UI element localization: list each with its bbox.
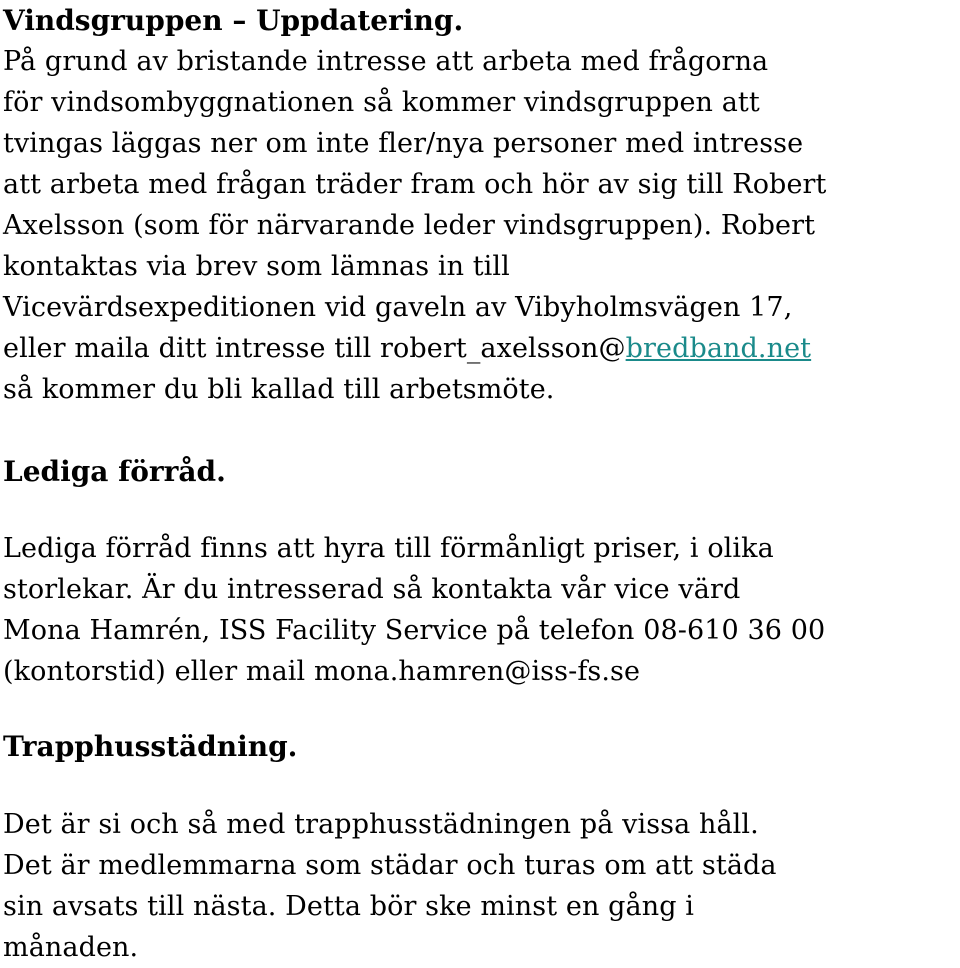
heading-vindsgruppen: Vindsgruppen – Uppdatering. bbox=[3, 4, 464, 37]
text-line: Mona Hamrén, ISS Facility Service på telefon 08-610 36 00 bbox=[3, 615, 826, 646]
text-line: månaden. bbox=[3, 932, 139, 963]
section-forrad bbox=[3, 451, 958, 692]
text-line: sin avsats till nästa. Detta bör ske minst en gång i bbox=[3, 891, 694, 922]
spacer bbox=[3, 410, 958, 451]
text-line: Det är medlemmarna som städar och turas om att städa bbox=[3, 850, 777, 881]
paragraph-trapphus bbox=[3, 804, 958, 968]
text-line: kontaktas via brev som lämnas in till bbox=[3, 251, 510, 282]
heading-trapphus: Trapphusstädning. bbox=[3, 730, 298, 763]
paragraph-forrad bbox=[3, 528, 958, 692]
section-vindsgruppen bbox=[3, 0, 958, 410]
text-line: Det är si och så med trapphusstädningen på vissa håll. bbox=[3, 809, 759, 840]
paragraph-vindsgruppen bbox=[3, 41, 958, 410]
text-line: storlekar. Är du intresserad så kontakta vår vice värd bbox=[3, 574, 741, 605]
heading-forrad: Lediga förråd. bbox=[3, 455, 226, 488]
email-line bbox=[3, 328, 958, 369]
spacer bbox=[3, 767, 958, 804]
text-line: På grund av bristande intresse att arbeta med frågorna bbox=[3, 46, 769, 77]
text-line: Lediga förråd finns att hyra till förmånligt priser, i olika bbox=[3, 533, 774, 564]
text-line: tvingas läggas ner om inte fler/nya personer med intresse bbox=[3, 128, 804, 159]
spacer bbox=[3, 492, 958, 528]
text-line: så kommer du bli kallad till arbetsmöte. bbox=[3, 374, 555, 405]
text-line: för vindsombyggnationen så kommer vindsgruppen att bbox=[3, 87, 760, 118]
email-prefix: eller maila ditt intresse till robert_axelsson@ bbox=[3, 333, 626, 364]
email-domain-link[interactable]: bredband.net bbox=[625, 333, 812, 364]
text-line: (kontorstid) eller mail mona.hamren@iss-fs.se bbox=[3, 656, 641, 687]
text-line: Axelsson (som för närvarande leder vindsgruppen). Robert bbox=[3, 210, 816, 241]
text-line: Vicevärdsexpeditionen vid gaveln av Vibyholmsvägen 17, bbox=[3, 292, 793, 323]
document-page bbox=[3, 0, 958, 968]
section-trapphus bbox=[3, 726, 958, 968]
spacer bbox=[3, 692, 958, 726]
text-line: att arbeta med frågan träder fram och hör av sig till Robert bbox=[3, 169, 827, 200]
